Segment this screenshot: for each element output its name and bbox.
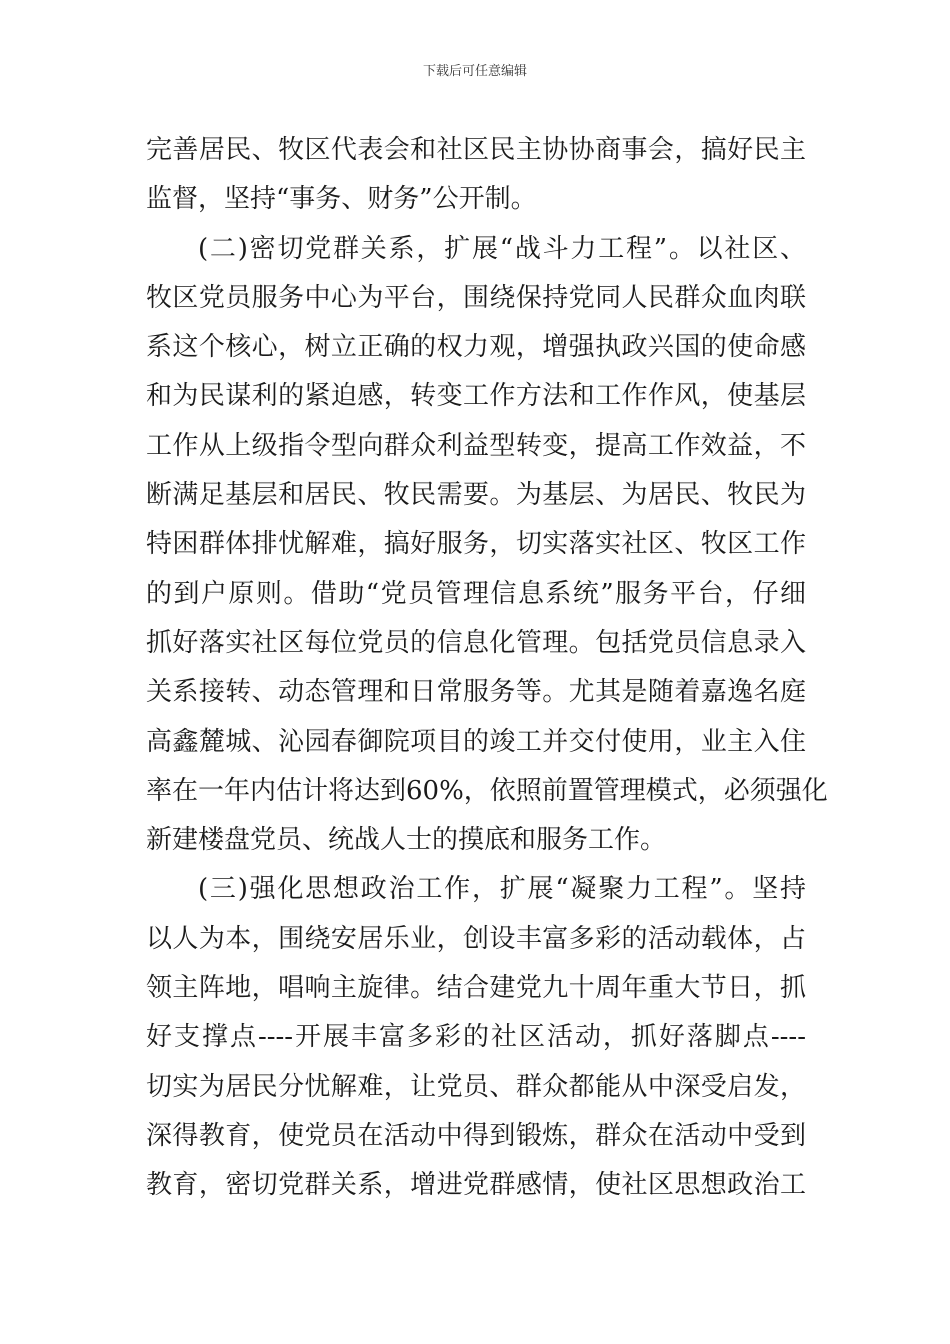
text-line: 率在一年内估计将达到60%，依照前置管理模式，必须强化 <box>146 775 828 806</box>
text-line: 监督，坚持“事务、财务”公开制。 <box>146 184 537 215</box>
text-line: 的到户原则。借助“党员管理信息系统”服务平台，仔细 <box>146 578 806 609</box>
text-line: (二)密切党群关系，扩展“战斗力工程”。以社区、 <box>198 233 806 264</box>
text-line: 牧区党员服务中心为平台，围绕保持党同人民群众血肉联 <box>146 282 806 313</box>
text-line: 完善居民、牧区代表会和社区民主协协商事会，搞好民主 <box>146 135 806 165</box>
text-line: 教育，密切党群关系，增进党群感情，使社区思想政治工 <box>146 1170 806 1201</box>
text-line: 以人为本，围绕安居乐业，创设丰富多彩的活动载体，占 <box>146 923 806 954</box>
text-line: (三)强化思想政治工作，扩展“凝聚力工程”。坚持 <box>198 874 806 905</box>
text-line: 和为民谋利的紧迫感，转变工作方法和工作作风，使基层 <box>146 381 806 412</box>
text-line: 系这个核心，树立正确的权力观，增强执政兴国的使命感 <box>146 332 806 363</box>
page-header-note: 下载后可任意编辑 <box>422 64 527 79</box>
text-line: 深得教育，使党员在活动中得到锻炼，群众在活动中受到 <box>146 1120 806 1151</box>
text-line: 好支撑点----开展丰富多彩的社区活动，抓好落脚点---- <box>146 1022 806 1053</box>
text-line: 切实为居民分忧解难，让党员、群众都能从中深受启发， <box>146 1071 806 1102</box>
text-line: 工作从上级指令型向群众利益型转变，提高工作效益，不 <box>146 430 806 461</box>
text-line: 新建楼盘党员、统战人士的摸底和服务工作。 <box>146 825 667 856</box>
text-line: 断满足基层和居民、牧民需要。为基层、为居民、牧民为 <box>146 480 806 511</box>
document-body <box>146 126 828 1211</box>
text-line: 抓好落实社区每位党员的信息化管理。包括党员信息录入 <box>146 627 806 658</box>
text-line: 特困群体排忧解难，搞好服务，切实落实社区、牧区工作 <box>146 529 806 560</box>
text-line: 领主阵地，唱响主旋律。结合建党九十周年重大节日，抓 <box>146 973 806 1004</box>
text-line: 关系接转、动态管理和日常服务等。尤其是随着嘉逸名庭 <box>146 677 806 708</box>
text-line: 高鑫麓城、沁园春御院项目的竣工并交付使用，业主入住 <box>146 726 806 757</box>
